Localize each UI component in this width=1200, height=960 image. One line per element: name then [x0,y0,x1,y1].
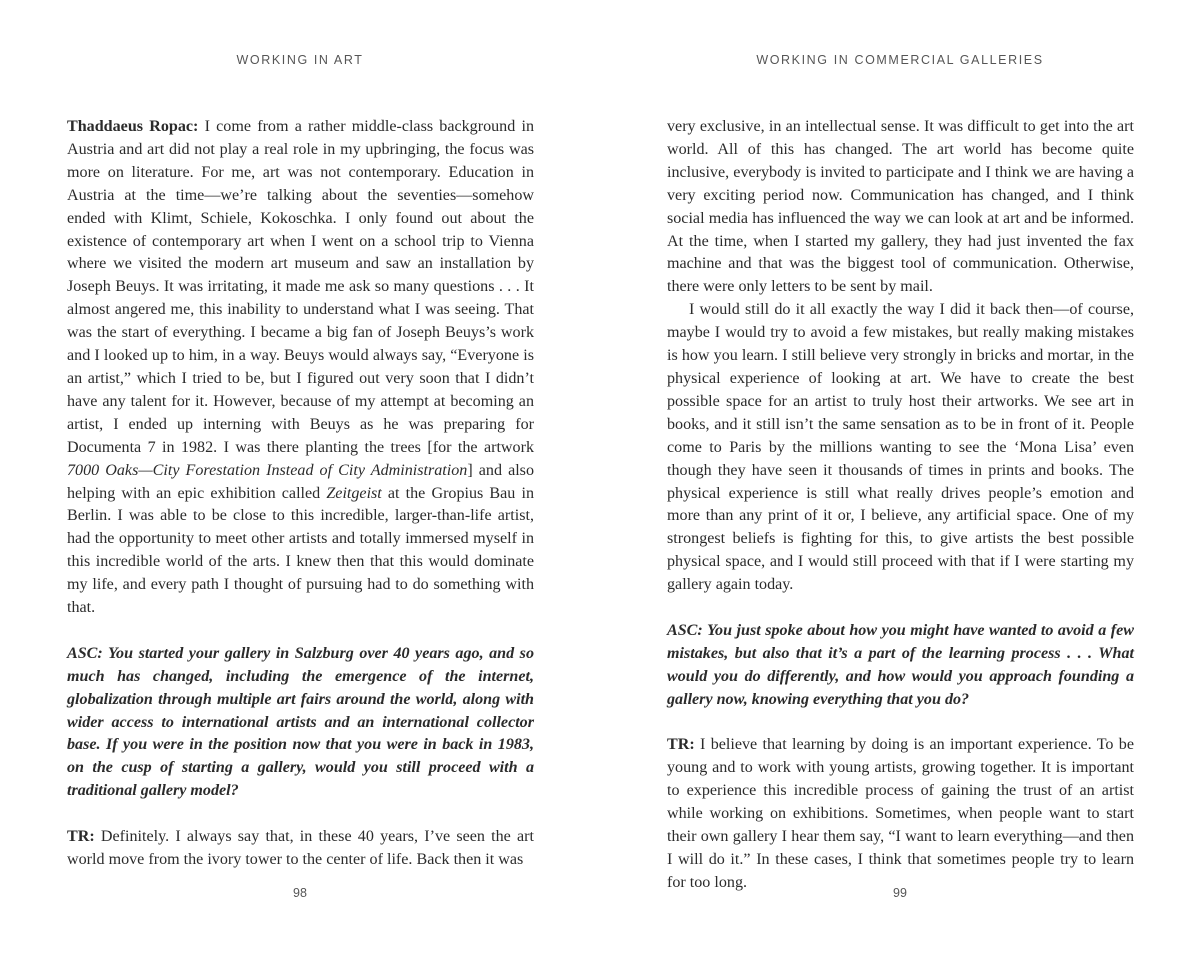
paragraph-text: ] and also helping with an epic exhibition called [67,461,534,502]
paragraph-text: Definitely. I always say that, in these 40 years, I’ve seen the art world move from the ivory tower to the center of life. Back then it was [67,828,534,868]
page-number: 99 [893,886,907,900]
exhibition-title: Zeitgeist [326,484,382,502]
right-page [600,0,1200,960]
paragraph [67,116,534,620]
artwork-title: 7000 Oaks—City Forestation Instead of City Administration [67,461,468,479]
running-head: WORKING IN ART [236,53,364,67]
paragraph [67,826,534,872]
paragraph: I would still do it all exactly the way I did it back then—of course, maybe I would try to avoid a few mistakes, but really making mistakes is how you learn. I still believe very strongly in bricks and mortar, in the physical experience of looking at art. We have to create the best possible space for an artist to truly host their artworks. We see art in books, and it still isn’t the same sensation as to be in front of it. People come to Paris by the millions wanting to see the ‘Mona Lisa’ even though they have seen it thousands of times in prints and books. The physical experience is still what really drives people’s emotion and more than any print of it or, I believe, any artificial space. One of my strongest beliefs is fighting for this, to give artists the best possible physical space, and I would still proceed with that if I were starting my gallery again today. [667,301,1134,594]
running-head: WORKING IN COMMERCIAL GALLERIES [756,53,1044,67]
interview-question: ASC: You started your gallery in Salzburg over 40 years ago, and so much has changed, including the emergence of the internet, globalization through multiple art fairs around the world, along with wider access to international artists and an international collector base. If you were in the position now that you were in back in 1983, on the cusp of starting a gallery, would you still proceed with a traditional gallery model? [67,644,534,800]
paragraph-text: I come from a rather middle-class background in Austria and art did not play a real role in my upbringing, the focus was more on literature. For me, art was not contemporary. Education in Austria at the time—we’re talking about the seventies—somehow ended with Klimt, Schiele, Kokoschka. I only found out about the existence of contemporary art when I went on a school trip to Vienna where we visited the modern art museum and saw an installation by Joseph Beuys. It was irritating, it made me ask so many questions . . . It almost angered me, this inability to understand what I was seeing. That was the start of everything. I became a big fan of Joseph Beuys’s work and I looked up to him, in a way. Beuys would always say, “Everyone is an artist,” which I tried to be, but I figured out very soon that I didn’t have any talent for it. However, because of my attempt at becoming an artist, I ended up interning with Beuys as he was preparing for Documenta 7 in 1982. I was there planting the trees [for the artwork [67,118,534,456]
paragraph-text: at the Gropius Bau in Berlin. I was able to be close to this incredible, larger-than-life artist, had the opportunity to meet other artists and totally immersed myself in this incredible world of the arts. I knew then that this would dominate my life, and every path I thought of pursuing had to do something with that. [67,484,534,617]
interview-question: ASC: You just spoke about how you might have wanted to avoid a few mistakes, but also that it’s a part of the learning process . . . What would you do differently, and how would you approach founding a gallery now, knowing everything that you do? [667,621,1134,708]
page-number: 98 [293,886,307,900]
page-body [67,116,534,872]
page-body [667,116,1134,895]
paragraph [667,734,1134,894]
speaker-name: TR: [667,736,695,754]
paragraph: very exclusive, in an intellectual sense. It was difficult to get into the art world. All of this has changed. The art world has become quite inclusive, everybody is invited to participate and I think we are having a very exciting period now. Communication has changed, and I think social media has influenced the way we can look at art and be informed. At the time, when I started my gallery, they had just invented the fax machine and that was the biggest tool of communication. Otherwise, there were only letters to be sent by mail. [667,118,1134,296]
speaker-name: Thaddaeus Ropac: [67,118,199,135]
speaker-name: TR: [67,828,95,846]
paragraph-text: I believe that learning by doing is an important experience. To be young and to work with young artists, growing together. It is important to experience this incredible process of gaining the trust of an artist while working on exhibitions. Sometimes, when people want to start their own gallery I hear them say, “I want to learn everything—and then I will do it.” In these cases, I think that sometimes people try to learn for too long. [667,736,1134,891]
